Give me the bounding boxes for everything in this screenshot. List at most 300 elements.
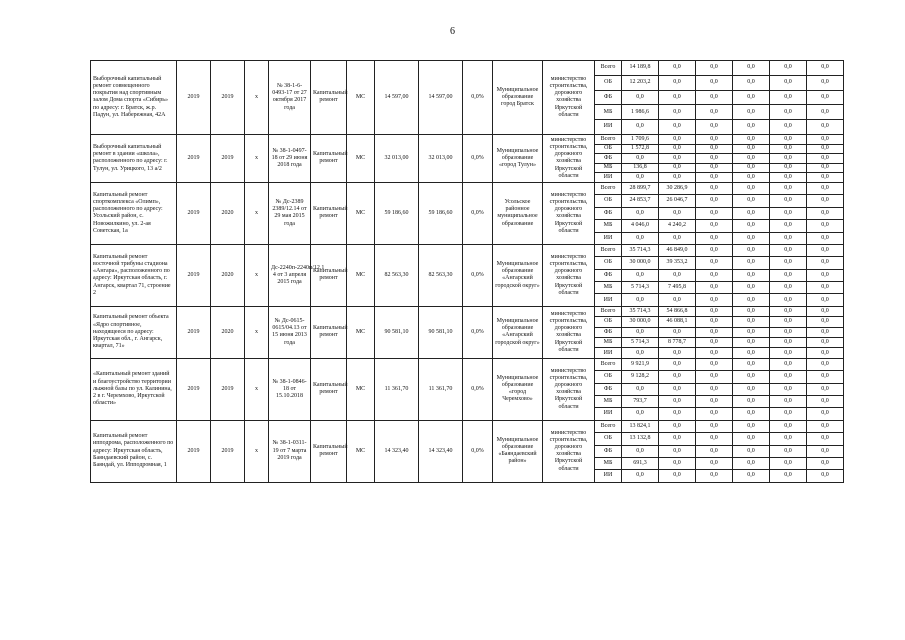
funding-value-cell: 0,0 bbox=[659, 61, 696, 76]
remaining-cost-cell: 32 013,00 bbox=[419, 134, 463, 182]
funding-source-label: МБ bbox=[595, 105, 622, 120]
remaining-cost-cell: 14 597,00 bbox=[419, 61, 463, 135]
readiness-percent-cell: 0,0% bbox=[463, 244, 493, 306]
table-row bbox=[91, 182, 844, 194]
funding-value-cell: 0,0 bbox=[733, 317, 770, 327]
ms-cell: МС bbox=[347, 358, 375, 420]
owner-municipality-cell: Муниципальное образование «город Черемхово» bbox=[493, 358, 543, 420]
funding-value-cell: 8 778,7 bbox=[659, 338, 696, 348]
funding-value-cell: 0,0 bbox=[659, 120, 696, 135]
funding-value-cell: 0,0 bbox=[696, 294, 733, 306]
funding-value-cell: 1 709,6 bbox=[622, 134, 659, 144]
funding-value-cell: 39 353,2 bbox=[659, 257, 696, 269]
responsible-ministry-cell: министерство строительства, дорожного хозяйства Иркутской области bbox=[543, 306, 595, 358]
funding-value-cell: 0,0 bbox=[659, 358, 696, 370]
ms-cell: МС bbox=[347, 61, 375, 135]
objects-table-container bbox=[90, 60, 844, 483]
funding-value-cell: 0,0 bbox=[659, 232, 696, 244]
funding-source-label: МБ bbox=[595, 163, 622, 173]
funding-source-label: Всего bbox=[595, 420, 622, 432]
funding-value-cell: 0,0 bbox=[770, 105, 807, 120]
funding-value-cell: 0,0 bbox=[696, 61, 733, 76]
funding-value-cell: 0,0 bbox=[659, 445, 696, 457]
funding-value-cell: 0,0 bbox=[733, 383, 770, 395]
year-start-cell: 2019 bbox=[177, 134, 211, 182]
expertise-doc-cell: № 38-1-0846-18 от 15.10.2018 bbox=[269, 358, 311, 420]
funding-source-label: ФБ bbox=[595, 445, 622, 457]
table-row bbox=[91, 134, 844, 144]
funding-value-cell: 0,0 bbox=[733, 408, 770, 420]
expertise-doc-cell: № 38-1-0311-19 от 7 марта 2019 года bbox=[269, 420, 311, 482]
funding-value-cell: 0,0 bbox=[696, 395, 733, 407]
work-type-cell: Капитальный ремонт bbox=[311, 420, 347, 482]
x-mark-cell: x bbox=[245, 134, 269, 182]
funding-value-cell: 0,0 bbox=[696, 306, 733, 316]
estimated-cost-cell: 82 563,30 bbox=[375, 244, 419, 306]
readiness-percent-cell: 0,0% bbox=[463, 61, 493, 135]
table-row bbox=[91, 61, 844, 76]
funding-source-label: Всего bbox=[595, 358, 622, 370]
funding-value-cell: 0,0 bbox=[696, 244, 733, 256]
funding-value-cell: 0,0 bbox=[807, 420, 844, 432]
funding-source-label: ИИ bbox=[595, 120, 622, 135]
funding-value-cell: 12 203,2 bbox=[622, 75, 659, 90]
funding-value-cell: 9 128,2 bbox=[622, 371, 659, 383]
funding-value-cell: 13 824,1 bbox=[622, 420, 659, 432]
funding-value-cell: 0,0 bbox=[696, 470, 733, 482]
funding-value-cell: 0,0 bbox=[622, 294, 659, 306]
funding-value-cell: 0,0 bbox=[770, 75, 807, 90]
page-number: 6 bbox=[450, 26, 455, 37]
estimated-cost-cell: 11 361,70 bbox=[375, 358, 419, 420]
remaining-cost-cell: 90 581,10 bbox=[419, 306, 463, 358]
funding-value-cell: 0,0 bbox=[733, 90, 770, 105]
remaining-cost-cell: 59 186,60 bbox=[419, 182, 463, 244]
funding-value-cell: 0,0 bbox=[807, 348, 844, 358]
funding-value-cell: 30 286,9 bbox=[659, 182, 696, 194]
ms-cell: МС bbox=[347, 244, 375, 306]
funding-value-cell: 35 714,3 bbox=[622, 306, 659, 316]
funding-value-cell: 0,0 bbox=[807, 182, 844, 194]
year-end-cell: 2019 bbox=[211, 61, 245, 135]
funding-source-label: ФБ bbox=[595, 207, 622, 219]
x-mark-cell: x bbox=[245, 61, 269, 135]
funding-value-cell: 0,0 bbox=[659, 408, 696, 420]
owner-municipality-cell: Усольское районное муниципальное образование bbox=[493, 182, 543, 244]
funding-value-cell: 0,0 bbox=[696, 338, 733, 348]
funding-value-cell: 0,0 bbox=[807, 445, 844, 457]
readiness-percent-cell: 0,0% bbox=[463, 182, 493, 244]
funding-value-cell: 0,0 bbox=[733, 195, 770, 207]
funding-value-cell: 0,0 bbox=[696, 182, 733, 194]
funding-value-cell: 0,0 bbox=[807, 75, 844, 90]
funding-value-cell: 0,0 bbox=[659, 269, 696, 281]
year-end-cell: 2019 bbox=[211, 420, 245, 482]
funding-value-cell: 0,0 bbox=[770, 207, 807, 219]
funding-value-cell: 0,0 bbox=[807, 120, 844, 135]
funding-source-label: ИИ bbox=[595, 294, 622, 306]
funding-value-cell: 0,0 bbox=[696, 457, 733, 469]
estimated-cost-cell: 14 597,00 bbox=[375, 61, 419, 135]
funding-value-cell: 0,0 bbox=[807, 105, 844, 120]
funding-source-label: ОБ bbox=[595, 257, 622, 269]
owner-municipality-cell: Муниципальное образование «Ангарский городской округ» bbox=[493, 306, 543, 358]
funding-value-cell: 0,0 bbox=[696, 358, 733, 370]
funding-value-cell: 13 132,8 bbox=[622, 433, 659, 445]
funding-value-cell: 0,0 bbox=[733, 327, 770, 337]
funding-value-cell: 0,0 bbox=[696, 348, 733, 358]
funding-source-label: ОБ bbox=[595, 371, 622, 383]
funding-value-cell: 14 189,8 bbox=[622, 61, 659, 76]
work-type-cell: Капитальный ремонт bbox=[311, 134, 347, 182]
funding-value-cell: 0,0 bbox=[622, 232, 659, 244]
funding-value-cell: 5 714,3 bbox=[622, 338, 659, 348]
funding-value-cell: 0,0 bbox=[807, 383, 844, 395]
x-mark-cell: x bbox=[245, 306, 269, 358]
funding-value-cell: 0,0 bbox=[696, 163, 733, 173]
funding-value-cell: 0,0 bbox=[807, 173, 844, 183]
x-mark-cell: x bbox=[245, 182, 269, 244]
table-row bbox=[91, 244, 844, 256]
object-name-cell: «Капитальный ремонт зданий и благоустройство территории лыжной базы по ул. Калинина, 2 в г. Черемхово, Иркутской области» bbox=[91, 358, 177, 420]
funding-source-label: Всего bbox=[595, 244, 622, 256]
funding-value-cell: 0,0 bbox=[770, 257, 807, 269]
funding-value-cell: 0,0 bbox=[770, 144, 807, 154]
funding-value-cell: 0,0 bbox=[696, 144, 733, 154]
responsible-ministry-cell: министерство строительства, дорожного хозяйства Иркутской области bbox=[543, 420, 595, 482]
funding-source-label: МБ bbox=[595, 395, 622, 407]
funding-value-cell: 0,0 bbox=[622, 327, 659, 337]
funding-value-cell: 793,7 bbox=[622, 395, 659, 407]
funding-value-cell: 691,3 bbox=[622, 457, 659, 469]
funding-value-cell: 0,0 bbox=[659, 433, 696, 445]
funding-value-cell: 35 714,3 bbox=[622, 244, 659, 256]
funding-value-cell: 0,0 bbox=[807, 220, 844, 232]
year-end-cell: 2019 bbox=[211, 358, 245, 420]
expertise-doc-cell: № Дс-0615-0615/04.13 от 15 июня 2013 года bbox=[269, 306, 311, 358]
x-mark-cell: x bbox=[245, 358, 269, 420]
year-start-cell: 2019 bbox=[177, 358, 211, 420]
funding-value-cell: 0,0 bbox=[659, 144, 696, 154]
funding-value-cell: 0,0 bbox=[622, 445, 659, 457]
funding-value-cell: 0,0 bbox=[770, 232, 807, 244]
object-name-cell: Капитальный ремонт объекта «Ядро спортивное, находящееся по адресу: Иркутская обл., г. Ангарск, квартал, 71» bbox=[91, 306, 177, 358]
funding-value-cell: 0,0 bbox=[770, 244, 807, 256]
funding-value-cell: 0,0 bbox=[807, 90, 844, 105]
funding-value-cell: 0,0 bbox=[770, 220, 807, 232]
funding-value-cell: 0,0 bbox=[622, 173, 659, 183]
funding-value-cell: 0,0 bbox=[733, 395, 770, 407]
funding-value-cell: 4 046,0 bbox=[622, 220, 659, 232]
year-end-cell: 2020 bbox=[211, 182, 245, 244]
funding-source-label: МБ bbox=[595, 282, 622, 294]
funding-source-label: ОБ bbox=[595, 75, 622, 90]
funding-value-cell: 0,0 bbox=[696, 257, 733, 269]
funding-value-cell: 5 714,3 bbox=[622, 282, 659, 294]
funding-value-cell: 0,0 bbox=[659, 470, 696, 482]
funding-value-cell: 0,0 bbox=[696, 134, 733, 144]
funding-value-cell: 0,0 bbox=[807, 306, 844, 316]
funding-source-label: Всего bbox=[595, 134, 622, 144]
funding-value-cell: 0,0 bbox=[696, 317, 733, 327]
funding-value-cell: 0,0 bbox=[696, 433, 733, 445]
year-end-cell: 2020 bbox=[211, 306, 245, 358]
funding-value-cell: 0,0 bbox=[659, 154, 696, 164]
funding-value-cell: 46 088,1 bbox=[659, 317, 696, 327]
funding-value-cell: 0,0 bbox=[622, 154, 659, 164]
funding-value-cell: 0,0 bbox=[770, 470, 807, 482]
year-start-cell: 2019 bbox=[177, 420, 211, 482]
funding-value-cell: 0,0 bbox=[770, 163, 807, 173]
funding-value-cell: 0,0 bbox=[807, 470, 844, 482]
remaining-cost-cell: 14 323,40 bbox=[419, 420, 463, 482]
funding-value-cell: 0,0 bbox=[733, 358, 770, 370]
funding-value-cell: 26 046,7 bbox=[659, 195, 696, 207]
remaining-cost-cell: 82 563,30 bbox=[419, 244, 463, 306]
work-type-cell: Капитальный ремонт bbox=[311, 182, 347, 244]
funding-value-cell: 0,0 bbox=[807, 395, 844, 407]
funding-source-label: МБ bbox=[595, 338, 622, 348]
funding-value-cell: 0,0 bbox=[696, 154, 733, 164]
funding-value-cell: 0,0 bbox=[659, 457, 696, 469]
funding-value-cell: 0,0 bbox=[770, 327, 807, 337]
funding-value-cell: 0,0 bbox=[733, 220, 770, 232]
funding-value-cell: 0,0 bbox=[770, 395, 807, 407]
objects-table bbox=[90, 60, 844, 483]
estimated-cost-cell: 90 581,10 bbox=[375, 306, 419, 358]
funding-value-cell: 0,0 bbox=[733, 173, 770, 183]
funding-value-cell: 0,0 bbox=[733, 371, 770, 383]
funding-value-cell: 0,0 bbox=[770, 457, 807, 469]
funding-value-cell: 0,0 bbox=[770, 317, 807, 327]
funding-source-label: ИИ bbox=[595, 232, 622, 244]
funding-value-cell: 0,0 bbox=[807, 61, 844, 76]
funding-value-cell: 0,0 bbox=[770, 90, 807, 105]
funding-value-cell: 0,0 bbox=[807, 244, 844, 256]
expertise-doc-cell: Дс-2240п-2240п/12.1 4 от 3 апреля 2015 года bbox=[269, 244, 311, 306]
funding-value-cell: 0,0 bbox=[807, 338, 844, 348]
funding-value-cell: 0,0 bbox=[733, 105, 770, 120]
readiness-percent-cell: 0,0% bbox=[463, 358, 493, 420]
funding-source-label: ИИ bbox=[595, 173, 622, 183]
funding-source-label: ОБ bbox=[595, 317, 622, 327]
funding-value-cell: 0,0 bbox=[770, 195, 807, 207]
year-start-cell: 2019 bbox=[177, 61, 211, 135]
funding-value-cell: 0,0 bbox=[770, 433, 807, 445]
table-row bbox=[91, 420, 844, 432]
table-row bbox=[91, 358, 844, 370]
funding-source-label: ФБ bbox=[595, 154, 622, 164]
estimated-cost-cell: 32 013,00 bbox=[375, 134, 419, 182]
funding-source-label: ИИ bbox=[595, 348, 622, 358]
funding-value-cell: 0,0 bbox=[622, 470, 659, 482]
responsible-ministry-cell: министерство строительства, дорожного хозяйства Иркутской области bbox=[543, 134, 595, 182]
funding-value-cell: 30 000,0 bbox=[622, 317, 659, 327]
funding-value-cell: 0,0 bbox=[696, 445, 733, 457]
ms-cell: МС bbox=[347, 420, 375, 482]
funding-source-label: ФБ bbox=[595, 90, 622, 105]
expertise-doc-cell: № 38-1-0497-18 от 29 июня 2018 года bbox=[269, 134, 311, 182]
funding-value-cell: 136,8 bbox=[622, 163, 659, 173]
responsible-ministry-cell: министерство строительства, дорожного хозяйства Иркутской области bbox=[543, 244, 595, 306]
ms-cell: МС bbox=[347, 306, 375, 358]
funding-source-label: Всего bbox=[595, 61, 622, 76]
funding-value-cell: 0,0 bbox=[733, 282, 770, 294]
funding-source-label: ФБ bbox=[595, 327, 622, 337]
responsible-ministry-cell: министерство строительства, дорожного хозяйства Иркутской области bbox=[543, 182, 595, 244]
funding-source-label: ИИ bbox=[595, 408, 622, 420]
funding-value-cell: 0,0 bbox=[696, 207, 733, 219]
funding-value-cell: 0,0 bbox=[807, 257, 844, 269]
x-mark-cell: x bbox=[245, 420, 269, 482]
funding-value-cell: 0,0 bbox=[696, 232, 733, 244]
funding-value-cell: 0,0 bbox=[622, 90, 659, 105]
funding-value-cell: 0,0 bbox=[659, 75, 696, 90]
funding-value-cell: 0,0 bbox=[733, 445, 770, 457]
owner-municipality-cell: Муниципальное образование «город Тулун» bbox=[493, 134, 543, 182]
funding-value-cell: 0,0 bbox=[659, 294, 696, 306]
funding-value-cell: 0,0 bbox=[733, 338, 770, 348]
funding-value-cell: 0,0 bbox=[733, 207, 770, 219]
funding-value-cell: 0,0 bbox=[733, 163, 770, 173]
funding-value-cell: 0,0 bbox=[770, 306, 807, 316]
funding-value-cell: 0,0 bbox=[696, 327, 733, 337]
estimated-cost-cell: 59 186,60 bbox=[375, 182, 419, 244]
funding-value-cell: 0,0 bbox=[770, 445, 807, 457]
ms-cell: МС bbox=[347, 134, 375, 182]
funding-value-cell: 0,0 bbox=[696, 371, 733, 383]
funding-source-label: Всего bbox=[595, 306, 622, 316]
work-type-cell: Капитальный ремонт bbox=[311, 61, 347, 135]
x-mark-cell: x bbox=[245, 244, 269, 306]
funding-value-cell: 0,0 bbox=[696, 120, 733, 135]
responsible-ministry-cell: министерство строительства, дорожного хозяйства Иркутской области bbox=[543, 61, 595, 135]
table-body bbox=[91, 61, 844, 483]
funding-value-cell: 0,0 bbox=[733, 306, 770, 316]
work-type-cell: Капитальный ремонт bbox=[311, 358, 347, 420]
estimated-cost-cell: 14 323,40 bbox=[375, 420, 419, 482]
owner-municipality-cell: Муниципальное образование город Братск bbox=[493, 61, 543, 135]
funding-value-cell: 0,0 bbox=[770, 420, 807, 432]
funding-value-cell: 0,0 bbox=[733, 420, 770, 432]
funding-value-cell: 0,0 bbox=[807, 144, 844, 154]
object-name-cell: Капитальный ремонт восточной трибуны стадиона «Ангара», расположенного по адресу: Иркутская область, г. Ангарск, квартал 71, строение 2 bbox=[91, 244, 177, 306]
expertise-doc-cell: № 38-1-6-0493-17 от 27 октября 2017 года bbox=[269, 61, 311, 135]
responsible-ministry-cell: министерство строительства, дорожного хозяйства Иркутской области bbox=[543, 358, 595, 420]
year-start-cell: 2019 bbox=[177, 306, 211, 358]
funding-value-cell: 0,0 bbox=[807, 408, 844, 420]
funding-value-cell: 0,0 bbox=[733, 61, 770, 76]
funding-value-cell: 0,0 bbox=[770, 173, 807, 183]
funding-value-cell: 0,0 bbox=[733, 457, 770, 469]
funding-value-cell: 7 495,8 bbox=[659, 282, 696, 294]
year-start-cell: 2019 bbox=[177, 244, 211, 306]
funding-value-cell: 0,0 bbox=[807, 371, 844, 383]
funding-value-cell: 9 921,9 bbox=[622, 358, 659, 370]
funding-value-cell: 0,0 bbox=[807, 269, 844, 281]
funding-value-cell: 0,0 bbox=[770, 120, 807, 135]
funding-source-label: ОБ bbox=[595, 433, 622, 445]
funding-value-cell: 0,0 bbox=[659, 327, 696, 337]
funding-value-cell: 24 853,7 bbox=[622, 195, 659, 207]
funding-value-cell: 0,0 bbox=[807, 134, 844, 144]
funding-value-cell: 0,0 bbox=[770, 383, 807, 395]
funding-value-cell: 0,0 bbox=[659, 383, 696, 395]
funding-value-cell: 0,0 bbox=[733, 232, 770, 244]
work-type-cell: Капитальный ремонт bbox=[311, 244, 347, 306]
funding-value-cell: 0,0 bbox=[770, 61, 807, 76]
funding-value-cell: 0,0 bbox=[733, 120, 770, 135]
funding-value-cell: 0,0 bbox=[733, 348, 770, 358]
funding-value-cell: 0,0 bbox=[659, 420, 696, 432]
funding-value-cell: 0,0 bbox=[659, 395, 696, 407]
funding-value-cell: 0,0 bbox=[770, 154, 807, 164]
funding-value-cell: 0,0 bbox=[733, 269, 770, 281]
funding-value-cell: 0,0 bbox=[659, 173, 696, 183]
funding-value-cell: 0,0 bbox=[696, 75, 733, 90]
funding-source-label: ОБ bbox=[595, 144, 622, 154]
funding-value-cell: 0,0 bbox=[733, 257, 770, 269]
funding-value-cell: 0,0 bbox=[622, 120, 659, 135]
funding-source-label: МБ bbox=[595, 457, 622, 469]
funding-value-cell: 0,0 bbox=[770, 282, 807, 294]
funding-value-cell: 30 000,0 bbox=[622, 257, 659, 269]
funding-value-cell: 0,0 bbox=[696, 220, 733, 232]
funding-value-cell: 0,0 bbox=[659, 90, 696, 105]
funding-value-cell: 0,0 bbox=[622, 207, 659, 219]
funding-value-cell: 0,0 bbox=[770, 294, 807, 306]
funding-value-cell: 0,0 bbox=[659, 207, 696, 219]
funding-value-cell: 0,0 bbox=[696, 269, 733, 281]
funding-value-cell: 0,0 bbox=[807, 327, 844, 337]
year-end-cell: 2020 bbox=[211, 244, 245, 306]
funding-value-cell: 0,0 bbox=[807, 433, 844, 445]
funding-value-cell: 0,0 bbox=[807, 207, 844, 219]
owner-municipality-cell: Муниципальное образование «Баяндаевский район» bbox=[493, 420, 543, 482]
funding-value-cell: 1 986,6 bbox=[622, 105, 659, 120]
funding-value-cell: 0,0 bbox=[696, 408, 733, 420]
funding-value-cell: 0,0 bbox=[659, 134, 696, 144]
funding-source-label: МБ bbox=[595, 220, 622, 232]
funding-value-cell: 0,0 bbox=[770, 338, 807, 348]
funding-value-cell: 0,0 bbox=[770, 358, 807, 370]
funding-value-cell: 0,0 bbox=[622, 408, 659, 420]
funding-value-cell: 0,0 bbox=[807, 317, 844, 327]
object-name-cell: Капитальный ремонт ипподрома, расположенного по адресу: Иркутская область, Баяндаевский район, с. Баяндай, ул. Ипподромная, 1 bbox=[91, 420, 177, 482]
readiness-percent-cell: 0,0% bbox=[463, 420, 493, 482]
funding-value-cell: 0,0 bbox=[807, 358, 844, 370]
funding-value-cell: 0,0 bbox=[770, 269, 807, 281]
funding-value-cell: 0,0 bbox=[770, 182, 807, 194]
funding-value-cell: 0,0 bbox=[659, 371, 696, 383]
funding-value-cell: 0,0 bbox=[807, 154, 844, 164]
funding-value-cell: 0,0 bbox=[807, 195, 844, 207]
funding-source-label: Всего bbox=[595, 182, 622, 194]
funding-value-cell: 0,0 bbox=[696, 420, 733, 432]
work-type-cell: Капитальный ремонт bbox=[311, 306, 347, 358]
funding-value-cell: 0,0 bbox=[622, 348, 659, 358]
funding-value-cell: 0,0 bbox=[770, 371, 807, 383]
funding-value-cell: 0,0 bbox=[733, 75, 770, 90]
funding-source-label: ФБ bbox=[595, 269, 622, 281]
expertise-doc-cell: № Дс-2389 2389/12.14 от 29 мая 2015 года bbox=[269, 182, 311, 244]
funding-value-cell: 0,0 bbox=[659, 163, 696, 173]
funding-value-cell: 1 572,8 bbox=[622, 144, 659, 154]
year-start-cell: 2019 bbox=[177, 182, 211, 244]
funding-source-label: ИИ bbox=[595, 470, 622, 482]
funding-value-cell: 0,0 bbox=[733, 144, 770, 154]
funding-value-cell: 0,0 bbox=[733, 182, 770, 194]
